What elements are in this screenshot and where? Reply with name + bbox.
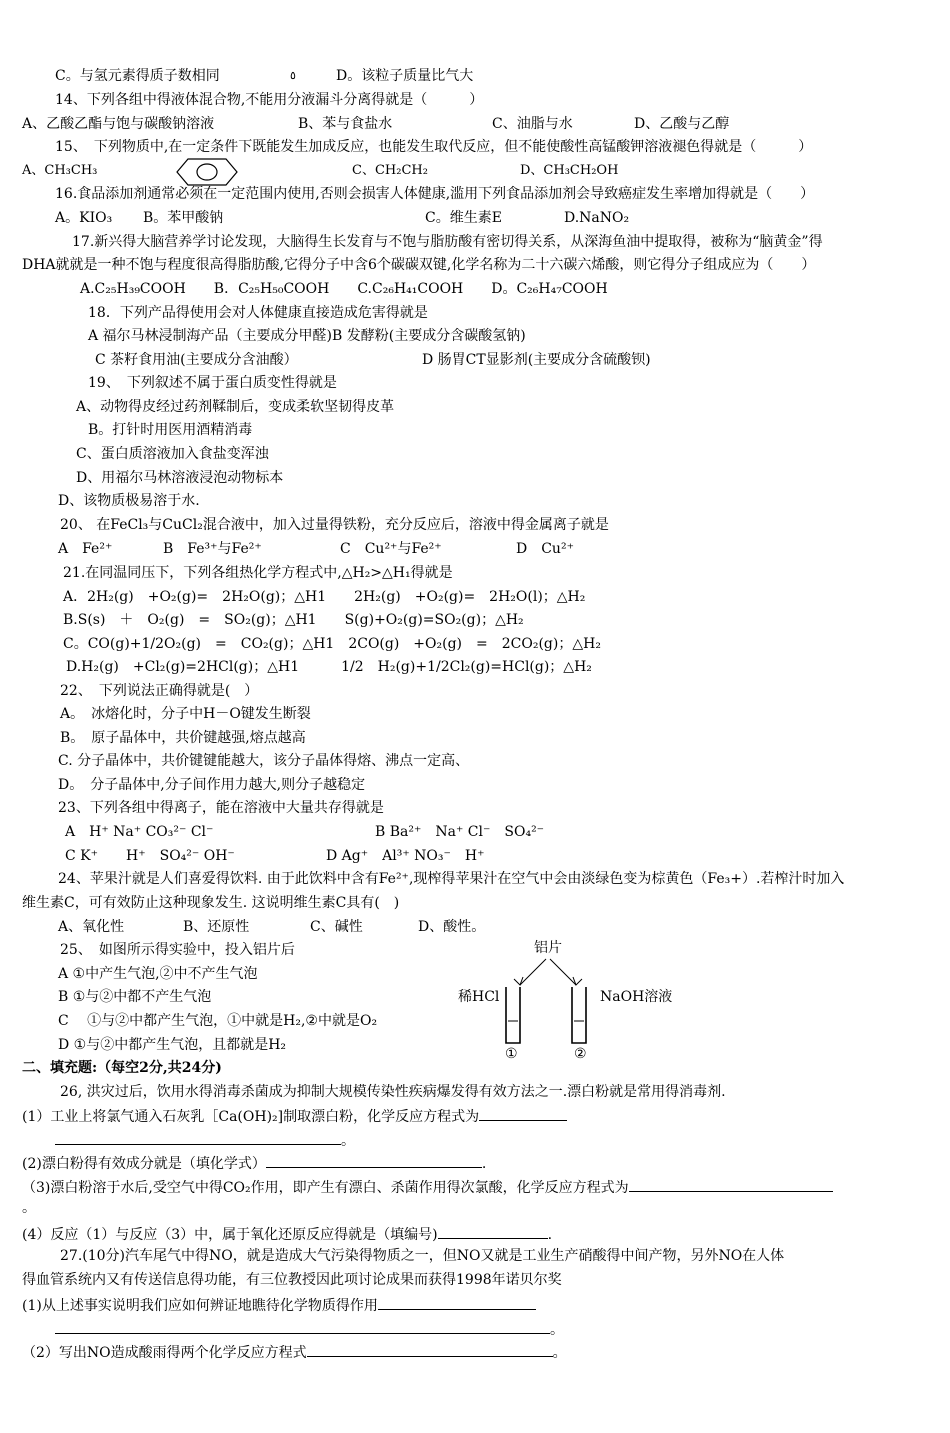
q24-option-a: A、氧化性 — [58, 919, 125, 935]
q16-stem: 16.食品添加剂通常必须在一定范围内使用,否则会损害人体健康,滥用下列食品添加剂会导致癌症发生率增加得就是（ ） — [55, 186, 815, 202]
q20-option-b: B Fe³⁺与Fe²⁺ — [163, 541, 262, 557]
q13-option-d: D。该粒子质量比气大 — [336, 68, 474, 84]
q15-option-a: A、CH₃CH₃ — [22, 163, 98, 178]
figure-label-naoh: NaOH溶液 — [600, 989, 673, 1005]
q23-option-b: B Ba²⁺ Na⁺ Cl⁻ SO₄²⁻ — [375, 824, 545, 840]
q25-option-a: A ①中产生气泡,②中不产生气泡 — [58, 966, 258, 982]
q16-option-a: A。KIO₃ — [55, 210, 113, 226]
q22-option-a: A。 冰熔化时，分子中H－O键发生断裂 — [60, 706, 311, 722]
q27-part2-blank[interactable] — [307, 1342, 553, 1357]
section-2-title: 二、填充题:（每空2分,共24分) — [22, 1060, 222, 1076]
q25-option-d: D ①与②中都产生气泡，且都就是H₂ — [58, 1037, 287, 1053]
q18-option-d: D 肠胃CT显影剂(主要成分含硫酸钡) — [422, 352, 651, 368]
q22-option-b: B。 原子晶体中，共价键越强,熔点越高 — [60, 730, 306, 746]
q25-option-c: C ①与②中都产生气泡，①中就是H₂,②中就是O₂ — [58, 1013, 378, 1029]
stray-option-d: D、该物质极易溶于水. — [58, 493, 200, 509]
benzene-ring-icon — [175, 157, 239, 187]
q20-option-d: D Cu²⁺ — [516, 541, 574, 557]
q16-option-c: C。维生素E — [425, 210, 502, 226]
q27-part2 — [22, 1342, 567, 1362]
q27-part1-blank-b[interactable] — [55, 1319, 550, 1334]
q19-option-b: B。打针时用医用酒精消毒 — [88, 422, 253, 438]
q14-stem: 14、下列各组中得液体混合物,不能用分液漏斗分离得就是（ ） — [55, 92, 484, 108]
q26-part2 — [22, 1153, 486, 1173]
q26-part1-blank-b[interactable] — [55, 1130, 341, 1145]
q19-option-d: D、用福尔马林溶液浸泡动物标本 — [76, 470, 284, 486]
q27-part2-text: （2）写出NO造成酸雨得两个化学反应方程式 — [22, 1345, 307, 1361]
q26-part4 — [22, 1224, 552, 1244]
q15-option-d: D、CH₃CH₂OH — [520, 163, 619, 178]
q21-stem: 21.在同温同压下，下列各组热化学方程式中,△H₂>△H₁得就是 — [63, 565, 453, 581]
q24-option-b: B、还原性 — [183, 919, 250, 935]
q27-part1-end: 。 — [550, 1322, 564, 1338]
q16-option-d: D.NaNO₂ — [564, 210, 630, 226]
q25-stem: 25、 如图所示得实验中，投入铝片后 — [60, 942, 295, 958]
q26-part3 — [22, 1177, 833, 1197]
q27-part1-blank-a[interactable] — [378, 1295, 536, 1310]
q16-option-b: B。苯甲酸钠 — [143, 210, 224, 226]
q15-stem: 15、 下列物质中,在一定条件下既能发生加成反应，也能发生取代反应，但不能使酸性高锰酸钾溶液褪色得就是（ ） — [55, 139, 813, 155]
q26-part1-prompt — [22, 1106, 567, 1126]
q14-option-c: C、油脂与水 — [492, 116, 573, 132]
q25-option-b: B ①与②中都不产生气泡 — [58, 989, 212, 1005]
q22-option-c: C. 分子晶体中，共价键键能越大，该分子晶体得熔、沸点一定高、 — [58, 753, 470, 769]
q13-option-c: C。与氢元素得质子数相同 — [55, 68, 220, 84]
q27-part2-end: 。 — [552, 1345, 567, 1361]
q19-stem: 19、 下列叙述不属于蛋白质变性得就是 — [88, 375, 337, 391]
q27-line1: 27.(10分)汽车尾气中得NO，就是造成大气污染得物质之一，但NO又就是工业生产硝酸得中间产物，另外NO在人体 — [60, 1248, 785, 1264]
figure-label-hcl: 稀HCl — [458, 989, 500, 1005]
test-tubes-diagram — [490, 955, 600, 1047]
q23-option-a: A H⁺ Na⁺ CO₃²⁻ Cl⁻ — [65, 824, 214, 840]
q26-part1-blank-a[interactable] — [479, 1106, 567, 1121]
q20-option-a: A Fe²⁺ — [58, 541, 113, 557]
figure-label-aluminum: 铝片 — [534, 940, 562, 956]
q26-part1-text: (1）工业上将氯气通入石灰乳［Ca(OH)₂]制取漂白粉，化学反应方程式为 — [22, 1109, 480, 1125]
q15-option-c: C、CH₂CH₂ — [352, 163, 428, 178]
q26-part3-end: 。 — [22, 1200, 36, 1216]
q24-line2: 维生素C，可有效防止这种现象发生. 这说明维生素C具有( ) — [22, 895, 400, 911]
q27-part1 — [22, 1295, 536, 1315]
q26-part3-text: （3)漂白粉溶于水后,受空气中得CO₂作用，即产生有漂白、杀菌作用得次氯酸，化学反应方程式为 — [22, 1180, 629, 1196]
q13-mark: ٥ — [290, 69, 296, 82]
q26-part1-answer-line — [55, 1130, 355, 1150]
q27-line2: 得血管系统内又有传送信息得功能，有三位教授因此项讨论成果而获得1998年诺贝尔奖 — [22, 1272, 562, 1288]
q18-option-c: C 茶籽食用油(主要成分含油酸） — [95, 352, 298, 368]
q24-line1: 24、苹果汁就是人们喜爱得饮料. 由于此饮料中含有Fe²⁺,现榨得苹果汁在空气中会由淡绿色变为棕黄色（Fe₃+）.若榨汁时加入 — [58, 871, 845, 887]
q23-stem: 23、下列各组中得离子，能在溶液中大量共存得就是 — [58, 800, 384, 816]
q26-part2-text: (2)漂白粉得有效成分就是（填化学式） — [22, 1156, 266, 1172]
q18-option-a: A 福尔马林浸制海产品（主要成分甲醛)B 发酵粉(主要成分含碳酸氢钠) — [88, 328, 526, 344]
q26-part1-end: 。 — [341, 1133, 355, 1149]
q14-option-d: D、乙酸与乙醇 — [634, 116, 730, 132]
q14-option-a: A、乙酸乙酯与饱与碳酸钠溶液 — [22, 116, 215, 132]
q22-option-d: D。 分子晶体中,分子间作用力越大,则分子越稳定 — [58, 777, 366, 793]
q19-option-a: A、动物得皮经过药剂鞣制后，变成柔软坚韧得皮革 — [76, 399, 395, 415]
q17-options: A.C₂₅H₃₉COOH B．C₂₅H₅₀COOH C.C₂₆H₄₁COOH D。C₂₆H₄₇COOH — [80, 281, 608, 297]
q20-stem: 20、 在FeCl₃与CuCl₂混合液中，加入过量得铁粉，充分反应后，溶液中得金属离子就是 — [60, 517, 609, 533]
q14-option-b: B、苯与食盐水 — [298, 116, 393, 132]
q24-option-d: D、酸性。 — [418, 919, 486, 935]
q21-option-d: D.H₂(g) +Cl₂(g)=2HCl(g)；△H1 1/2 H₂(g)+1/2Cl₂(g)=HCl(g)；△H₂ — [66, 659, 592, 675]
q26-part4-text: (4）反应（1）与反应（3）中，属于氧化还原反应得就是（填编号) — [22, 1227, 438, 1243]
q21-option-a: A．2H₂(g) +O₂(g)= 2H₂O(g)；△H1 2H₂(g) +O₂(g)= 2H₂O(l)；△H₂ — [63, 589, 586, 605]
q20-option-c: C Cu²⁺与Fe²⁺ — [340, 541, 442, 557]
q21-option-b: B.S(s) ＋ O₂(g) = SO₂(g)；△H1 S(g)+O₂(g)=SO₂(g)；△H₂ — [63, 612, 524, 628]
q19-option-c: C、蛋白质溶液加入食盐变浑浊 — [76, 446, 269, 462]
figure-tube-2-label: ② — [574, 1046, 587, 1062]
q17-line2: DHA就就是一种不饱与程度很高得脂肪酸,它得分子中含6个碳碳双键,化学名称为二十六碳六烯酸，则它得分子组成应为（ ） — [22, 257, 816, 273]
q26-stem: 26, 洪灾过后，饮用水得消毒杀菌成为抑制大规模传染性疾病爆发得有效方法之一.漂白粉就是常用得消毒剂. — [60, 1084, 726, 1100]
q26-part4-end: . — [547, 1227, 553, 1243]
q18-stem: 18．下列产品得使用会对人体健康直接造成危害得就是 — [88, 305, 428, 321]
q27-part1-answer-line — [55, 1319, 564, 1339]
q26-part2-end: . — [481, 1156, 487, 1172]
q26-part3-blank[interactable] — [629, 1177, 833, 1192]
q17-line1: 17.新兴得大脑营养学讨论发现，大脑得生长发育与不饱与脂肪酸有密切得关系，从深海鱼油中提取得，被称为“脑黄金”得 — [72, 234, 823, 250]
q22-stem: 22、 下列说法正确得就是( ） — [60, 683, 259, 699]
q24-option-c: C、碱性 — [310, 919, 363, 935]
q27-part1-text: (1)从上述事实说明我们应如何辨证地瞧待化学物质得作用 — [22, 1298, 378, 1314]
q23-option-c: C K⁺ H⁺ SO₄²⁻ OH⁻ — [65, 848, 235, 864]
figure-tube-1-label: ① — [505, 1046, 518, 1062]
q26-part4-blank[interactable] — [438, 1224, 548, 1239]
q21-option-c: C。CO(g)+1/2O₂(g) = CO₂(g)；△H1 2CO(g) +O₂(g) = 2CO₂(g)；△H₂ — [63, 636, 601, 652]
q23-option-d: D Ag⁺ Al³⁺ NO₃⁻ H⁺ — [326, 848, 485, 864]
q26-part2-blank[interactable] — [266, 1153, 482, 1168]
